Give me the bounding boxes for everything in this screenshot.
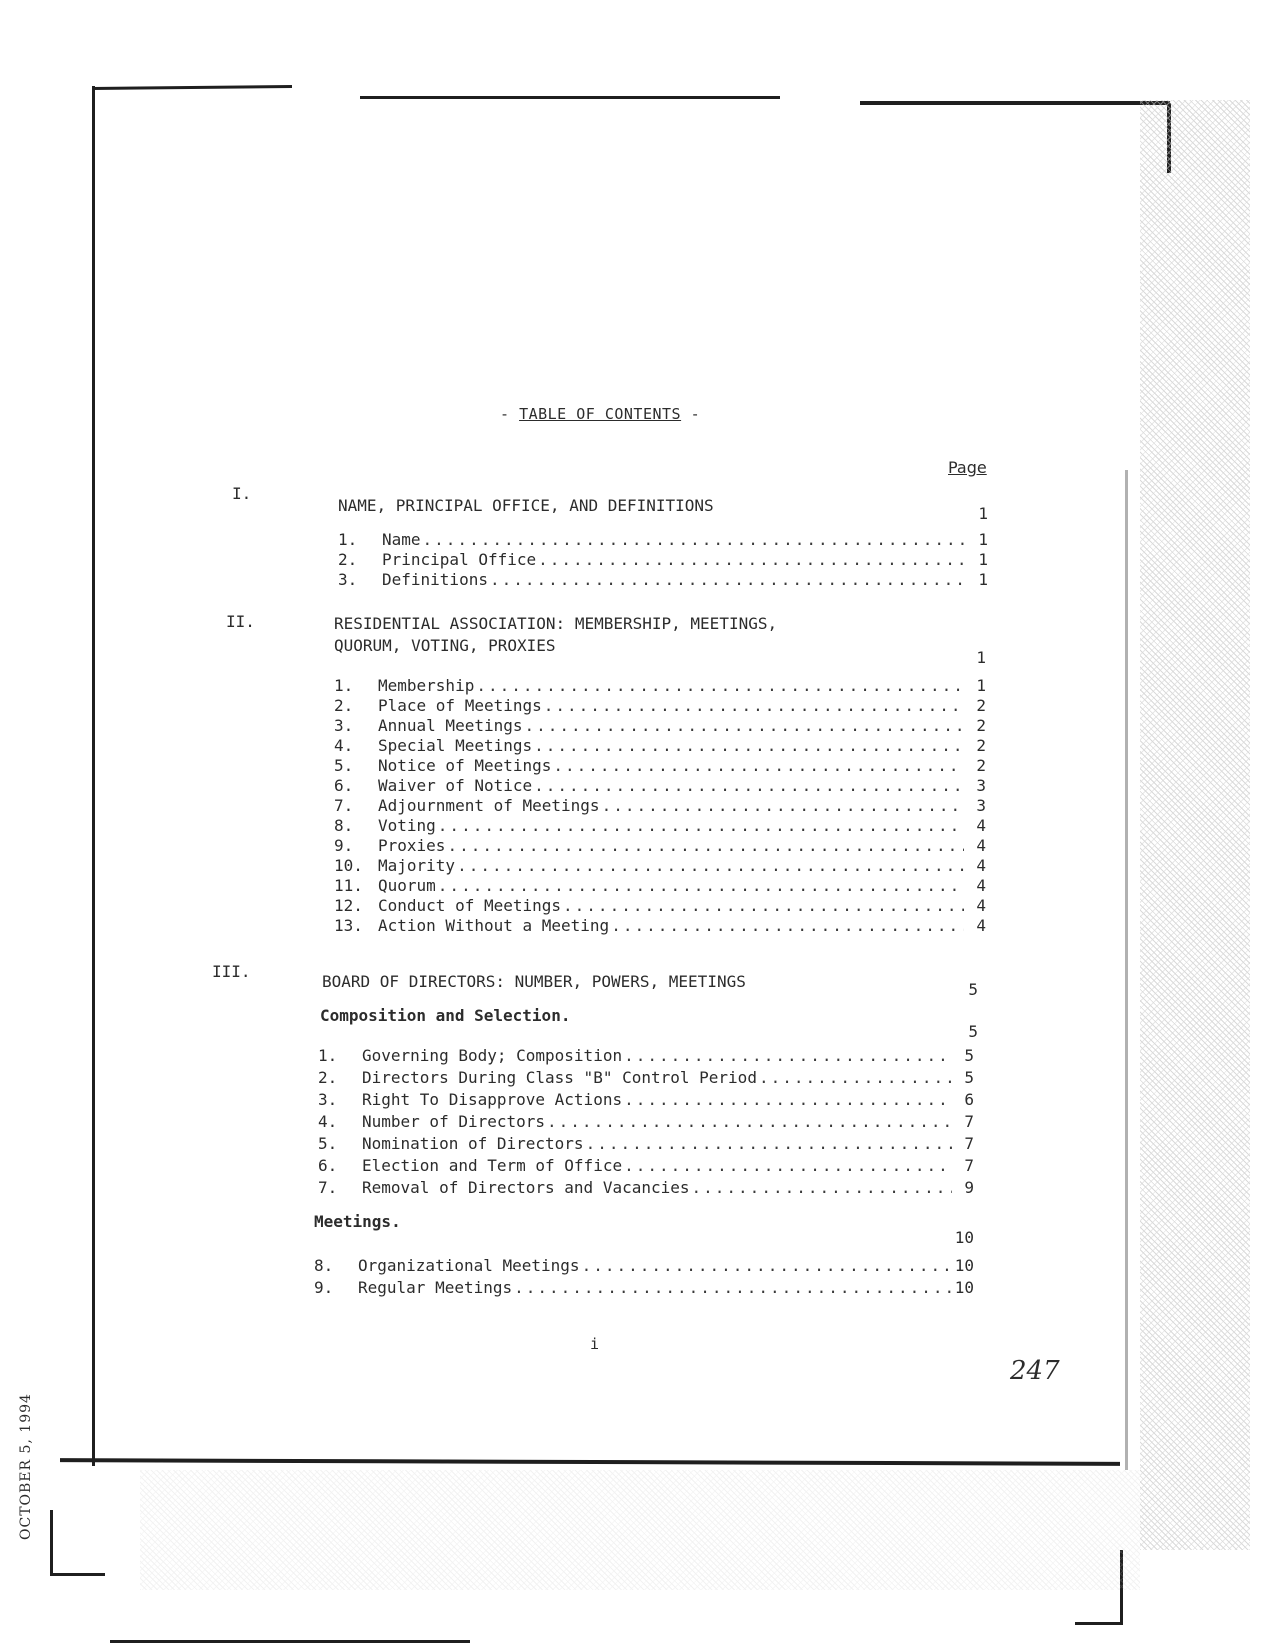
frame-top-right bbox=[860, 101, 1170, 105]
section-roman: III. bbox=[212, 962, 251, 981]
toc-entry: 2. Place of Meetings ..... 2 bbox=[334, 696, 986, 716]
frame-left bbox=[92, 86, 95, 1466]
section-heading: NAME, PRINCIPAL OFFICE, AND DEFINITIONS bbox=[338, 496, 714, 515]
frame-bottom-left-hook bbox=[50, 1510, 53, 1575]
toc-entry: 3. Right To Disapprove Actions ..... 6 bbox=[318, 1090, 974, 1110]
frame-top-mid bbox=[360, 96, 780, 99]
section-roman: I. bbox=[232, 484, 252, 503]
toc-entry: 1. Membership ..... 1 bbox=[334, 676, 986, 696]
section-heading: BOARD OF DIRECTORS: NUMBER, POWERS, MEETINGS bbox=[322, 972, 746, 991]
frame-bottom-edge bbox=[110, 1640, 470, 1643]
section-page: 5 bbox=[968, 980, 978, 999]
toc-entry: 3. Definitions ..... 1 bbox=[338, 570, 988, 590]
page-column-header: Page bbox=[948, 458, 987, 477]
toc-entry: 2. Principal Office ..... 1 bbox=[338, 550, 988, 570]
toc-entry: 9. Regular Meetings ..... 10 bbox=[314, 1278, 974, 1298]
scan-noise-right bbox=[1140, 100, 1250, 1550]
section-heading-line2: QUORUM, VOTING, PROXIES bbox=[334, 636, 556, 655]
scan-noise-bottom bbox=[140, 1470, 1140, 1590]
subsection-title: Meetings. bbox=[314, 1212, 401, 1231]
toc-entry: 4. Number of Directors ..... 7 bbox=[318, 1112, 974, 1132]
footer-page-number: i bbox=[590, 1335, 600, 1353]
section-heading-line1: RESIDENTIAL ASSOCIATION: MEMBERSHIP, MEETINGS, bbox=[334, 614, 778, 633]
toc-entry: 1. Governing Body; Composition ..... 5 bbox=[318, 1046, 974, 1066]
toc-entry: 13. Action Without a Meeting ..... 4 bbox=[334, 916, 986, 936]
side-date: OCTOBER 5, 1994 bbox=[18, 1393, 34, 1540]
toc-entry: 6. Election and Term of Office ..... 7 bbox=[318, 1156, 974, 1176]
frame-bottom-left-base bbox=[50, 1573, 105, 1576]
frame-inner-right bbox=[1125, 470, 1128, 1470]
stamp-number: 247 bbox=[1010, 1356, 1060, 1386]
toc-entry: 8. Voting ..... 4 bbox=[334, 816, 986, 836]
toc-entry: 8. Organizational Meetings ..... 10 bbox=[314, 1256, 974, 1276]
toc-entry: 1. Name ..... 1 bbox=[338, 530, 988, 550]
toc-title: - TABLE OF CONTENTS - bbox=[500, 405, 701, 423]
section-page: 1 bbox=[976, 648, 986, 667]
section-roman: II. bbox=[226, 612, 255, 631]
toc-entry: 11. Quorum ..... 4 bbox=[334, 876, 986, 896]
toc-entry: 2. Directors During Class "B" Control Period ..... 5 bbox=[318, 1068, 974, 1088]
subsection-page: 10 bbox=[954, 1228, 974, 1247]
toc-entry: 7. Removal of Directors and Vacancies ..... 9 bbox=[318, 1178, 974, 1198]
toc-entry: 5. Notice of Meetings ..... 2 bbox=[334, 756, 986, 776]
frame-bottom-right-base bbox=[1075, 1622, 1123, 1625]
toc-entry: 6. Waiver of Notice ..... 3 bbox=[334, 776, 986, 796]
toc-entry: 7. Adjournment of Meetings ..... 3 bbox=[334, 796, 986, 816]
toc-entry: 3. Annual Meetings ..... 2 bbox=[334, 716, 986, 736]
subsection-title: Composition and Selection. bbox=[320, 1006, 571, 1025]
section-page: 1 bbox=[978, 504, 988, 523]
toc-entry: 12. Conduct of Meetings ..... 4 bbox=[334, 896, 986, 916]
toc-entry: 5. Nomination of Directors ..... 7 bbox=[318, 1134, 974, 1154]
toc-entry: 9. Proxies ..... 4 bbox=[334, 836, 986, 856]
toc-entry: 4. Special Meetings ..... 2 bbox=[334, 736, 986, 756]
frame-bottom bbox=[60, 1458, 1120, 1466]
toc-entry: 10. Majority ..... 4 bbox=[334, 856, 986, 876]
subsection-page: 5 bbox=[968, 1022, 978, 1041]
frame-top-left bbox=[92, 85, 292, 90]
